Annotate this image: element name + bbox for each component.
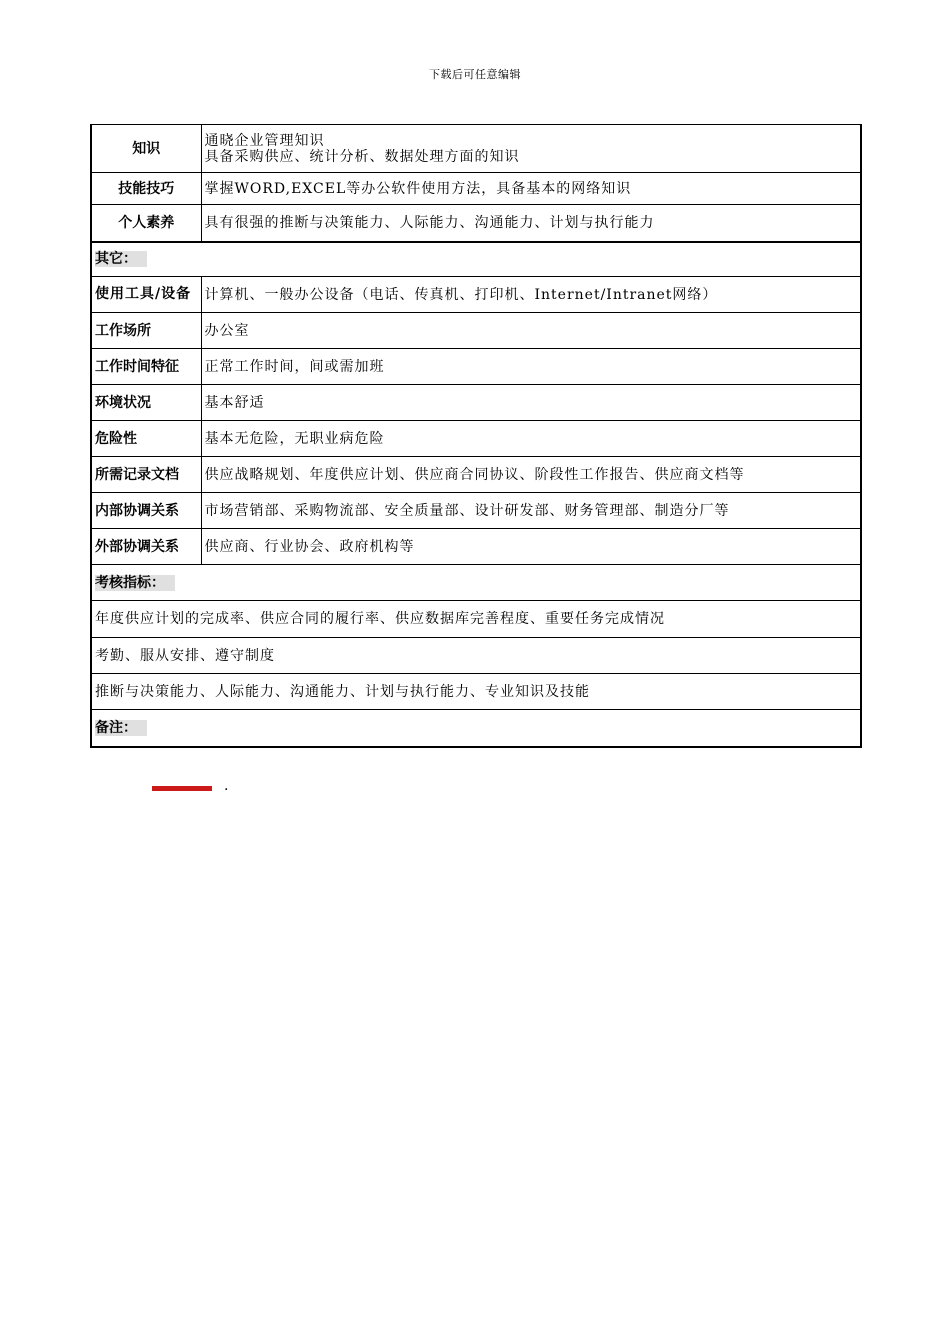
section-kpi xyxy=(91,565,861,601)
label-tools: 使用工具/设备 xyxy=(91,277,201,313)
section-notes xyxy=(91,710,861,747)
kpi-item-2: 考勤、服从安排、遵守制度 xyxy=(91,638,861,674)
row-documents xyxy=(91,457,861,493)
value-internal-relations: 市场营销部、采购物流部、安全质量部、设计研发部、财务管理部、制造分厂等 xyxy=(201,493,861,529)
job-description-table xyxy=(90,124,862,748)
row-tools xyxy=(91,277,861,313)
kpi-row-2 xyxy=(91,638,861,674)
label-work-time: 工作时间特征 xyxy=(91,349,201,385)
label-skills: 技能技巧 xyxy=(91,173,201,205)
section-kpi-row xyxy=(91,565,861,601)
value-documents: 供应战略规划、年度供应计划、供应商合同协议、阶段性工作报告、供应商文档等 xyxy=(201,457,861,493)
section-other-row xyxy=(91,242,861,277)
value-environment: 基本舒适 xyxy=(201,385,861,421)
header-note: 下载后可任意编辑 xyxy=(429,68,521,81)
section-other-label: 其它： xyxy=(95,251,147,267)
value-external-relations: 供应商、行业协会、政府机构等 xyxy=(201,529,861,565)
label-workplace: 工作场所 xyxy=(91,313,201,349)
kpi-item-3: 推断与决策能力、人际能力、沟通能力、计划与执行能力、专业知识及技能 xyxy=(91,674,861,710)
footer-red-bar xyxy=(152,786,212,791)
value-personal-quality: 具有很强的推断与决策能力、人际能力、沟通能力、计划与执行能力 xyxy=(201,205,861,242)
row-knowledge xyxy=(91,125,861,173)
row-skills xyxy=(91,173,861,205)
kpi-row-3 xyxy=(91,674,861,710)
value-work-time: 正常工作时间，间或需加班 xyxy=(201,349,861,385)
row-environment xyxy=(91,385,861,421)
row-internal-relations xyxy=(91,493,861,529)
row-workplace xyxy=(91,313,861,349)
value-tools: 计算机、一般办公设备（电话、传真机、打印机、Internet/Intranet网络） xyxy=(201,277,861,313)
value-skills: 掌握WORD,EXCEL等办公软件使用方法，具备基本的网络知识 xyxy=(201,173,861,205)
label-risk: 危险性 xyxy=(91,421,201,457)
label-environment: 环境状况 xyxy=(91,385,201,421)
label-external-relations: 外部协调关系 xyxy=(91,529,201,565)
value-workplace: 办公室 xyxy=(201,313,861,349)
row-external-relations xyxy=(91,529,861,565)
label-documents: 所需记录文档 xyxy=(91,457,201,493)
row-personal-quality xyxy=(91,205,861,242)
section-notes-label: 备注： xyxy=(95,720,147,736)
section-other xyxy=(91,242,861,277)
footer-dot: . xyxy=(224,778,229,794)
section-notes-row xyxy=(91,710,861,747)
value-knowledge xyxy=(201,125,861,173)
value-knowledge-line1: 通晓企业管理知识 xyxy=(204,132,325,149)
kpi-row-1 xyxy=(91,601,861,638)
label-personal-quality: 个人素养 xyxy=(91,205,201,242)
value-risk: 基本无危险，无职业病危险 xyxy=(201,421,861,457)
label-knowledge: 知识 xyxy=(91,125,201,173)
label-internal-relations: 内部协调关系 xyxy=(91,493,201,529)
row-work-time xyxy=(91,349,861,385)
row-risk xyxy=(91,421,861,457)
section-kpi-label: 考核指标： xyxy=(95,575,175,591)
kpi-item-1: 年度供应计划的完成率、供应合同的履行率、供应数据库完善程度、重要任务完成情况 xyxy=(91,601,861,638)
value-knowledge-line2: 具备采购供应、统计分析、数据处理方面的知识 xyxy=(204,148,520,165)
